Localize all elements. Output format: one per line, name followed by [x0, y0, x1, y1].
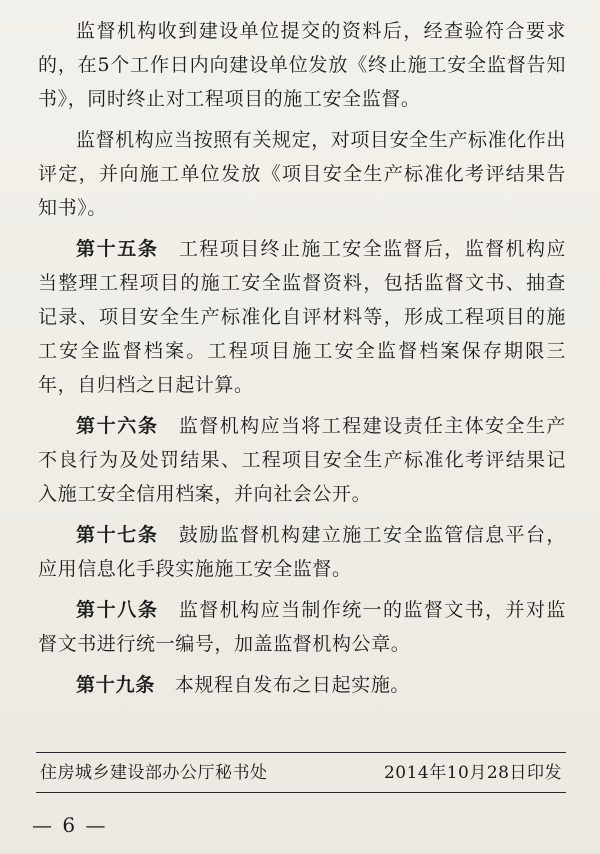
paragraph-text: 监督机构应当按照有关规定，对项目安全生产标准化作出评定，并向施工单位发放《项目安全生产标准化考评结果告知书》。 [38, 129, 567, 219]
article-15 [38, 232, 566, 402]
paragraph-text: 工程项目终止施工安全监督后，监督机构应当整理工程项目的施工安全监督资料，包括监督文书、抽查记录、项目安全生产标准化自评材料等，形成工程项目的施工安全监督档案。工程项目施工安全监督档案保存期限三年，自归档之日起计算。 [38, 238, 566, 396]
article-label: 第十七条 [76, 524, 159, 546]
paragraph-text: 鼓励监督机构建立施工安全监管信息平台，应用信息化手段实施施工安全监督。 [38, 524, 566, 580]
footer-bottom-rule [36, 792, 566, 793]
article-16 [38, 409, 566, 511]
body-text [38, 14, 566, 709]
article-label: 第十八条 [76, 599, 159, 621]
page-number: — 6 — [32, 813, 108, 837]
paragraph-text: 本规程自发布之日起实施。 [174, 674, 411, 696]
paragraph-text: 监督机构应当将工程建设责任主体安全生产不良行为及处罚结果、工程项目安全生产标准化考评结果记入施工安全信用档案，并向社会公开。 [38, 415, 566, 505]
article-19 [38, 668, 566, 702]
paragraph-1 [38, 14, 566, 116]
issue-date: 2014年10月28日印发 [383, 763, 562, 783]
footer-top-rule [36, 752, 566, 753]
article-17 [38, 518, 566, 586]
paragraph-text: 监督机构收到建设单位提交的资料后，经查验符合要求的，在5个工作日内向建设单位发放《终止施工安全监督告知书》，同时终止对工程项目的施工安全监督。 [38, 20, 566, 110]
article-label: 第十五条 [76, 238, 159, 260]
issuer-name: 住房城乡建设部办公厅秘书处 [40, 763, 268, 783]
paragraph-text: 监督机构应当制作统一的监督文书，并对监督文书进行统一编号，加盖监督机构公章。 [38, 599, 566, 655]
article-18 [38, 593, 566, 661]
article-label: 第十六条 [76, 415, 159, 437]
article-label: 第十九条 [76, 674, 156, 696]
issuance-footer [40, 760, 562, 786]
paragraph-2 [38, 123, 566, 225]
